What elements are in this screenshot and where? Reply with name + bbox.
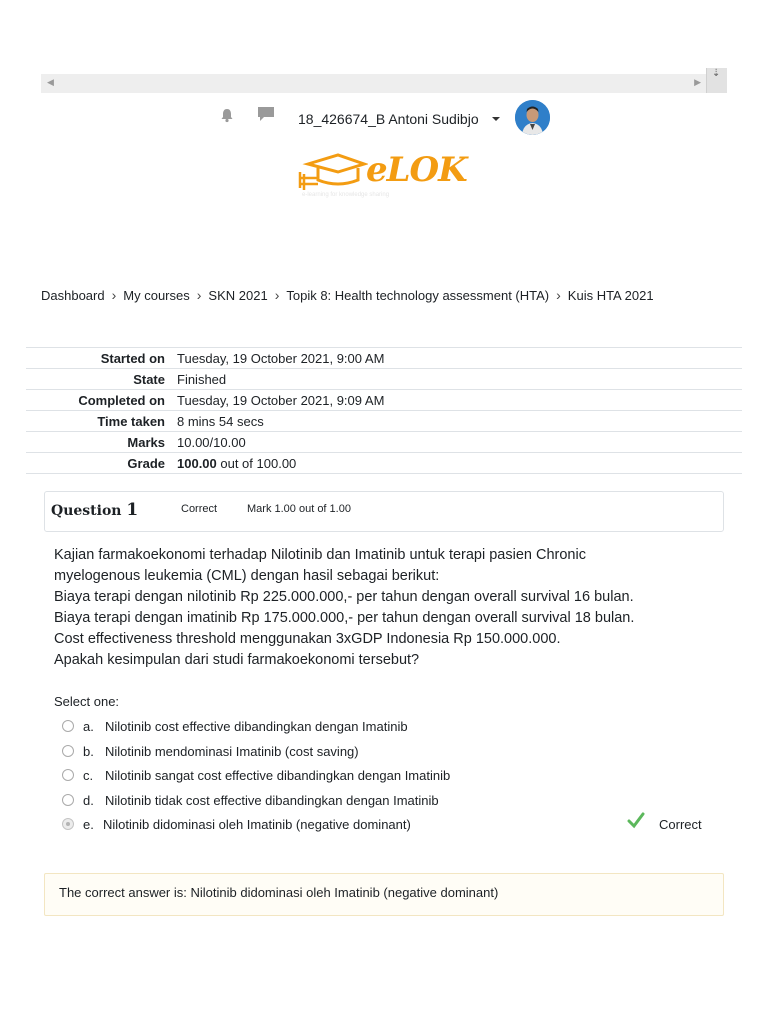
summary-label: State bbox=[26, 369, 177, 390]
feedback-text: The correct answer is: Nilotinib didominasi oleh Imatinib (negative dominant) bbox=[59, 885, 499, 900]
answer-option-c[interactable] bbox=[60, 765, 720, 790]
question-text-line: myelogenous leukemia (CML) dengan hasil sebagai berikut: bbox=[54, 568, 440, 584]
question-info bbox=[44, 491, 724, 532]
chevron-right-icon: › bbox=[196, 287, 202, 303]
answer-option-e[interactable] bbox=[60, 814, 720, 839]
attempt-summary-table bbox=[26, 347, 742, 474]
user-menu-name[interactable]: 18_426674_B Antoni Sudibjo bbox=[298, 111, 479, 127]
question-text-line: Biaya terapi dengan nilotinib Rp 225.000.000,- per tahun dengan overall survival 16 bulan. bbox=[54, 589, 634, 605]
question-state: Correct bbox=[181, 503, 218, 515]
radio-button-selected[interactable] bbox=[62, 818, 74, 830]
radio-button[interactable] bbox=[62, 720, 74, 732]
answer-status: Correct bbox=[659, 817, 702, 833]
option-text: Nilotinib didominasi oleh Imatinib (negative dominant) bbox=[103, 817, 411, 833]
question-text-line: Apakah kesimpulan dari studi farmakoekonomi tersebut? bbox=[54, 652, 420, 668]
select-one-label: Select one: bbox=[54, 694, 120, 709]
option-text: Nilotinib sangat cost effective dibandingkan dengan Imatinib bbox=[105, 768, 451, 784]
summary-label: Marks bbox=[26, 432, 177, 453]
summary-value bbox=[177, 453, 742, 474]
radio-button[interactable] bbox=[62, 745, 74, 757]
summary-row bbox=[26, 369, 742, 390]
correct-answer-feedback bbox=[44, 873, 724, 916]
avatar[interactable] bbox=[515, 100, 550, 135]
question-num: 1 bbox=[126, 500, 139, 520]
option-letter: a. bbox=[83, 719, 94, 734]
summary-value: Tuesday, 19 October 2021, 9:00 AM bbox=[177, 348, 742, 369]
summary-label: Completed on bbox=[26, 390, 177, 411]
breadcrumb-course[interactable]: SKN 2021 bbox=[208, 287, 268, 303]
option-letter: e. bbox=[83, 817, 94, 833]
question-text-line: Kajian farmakoekonomi terhadap Nilotinib dan Imatinib untuk terapi pasien Chronic bbox=[54, 547, 586, 563]
question-number bbox=[51, 500, 138, 520]
question-mark: Mark 1.00 out of 1.00 bbox=[247, 503, 351, 515]
summary-row bbox=[26, 411, 742, 432]
question-label: Question bbox=[51, 503, 122, 519]
logo-tagline: e-learning for knowledge sharing bbox=[302, 192, 390, 198]
summary-row bbox=[26, 348, 742, 369]
summary-label: Time taken bbox=[26, 411, 177, 432]
summary-value: 10.00/10.00 bbox=[177, 432, 742, 453]
logo-text: eLOK bbox=[366, 150, 467, 190]
graduation-cap-icon bbox=[298, 152, 368, 194]
scroll-right-icon[interactable]: ▶ bbox=[694, 77, 701, 87]
option-text: Nilotinib tidak cost effective dibandingkan dengan Imatinib bbox=[105, 792, 439, 808]
scroll-left-icon[interactable]: ◀ bbox=[47, 77, 54, 87]
chevron-right-icon: › bbox=[274, 287, 280, 303]
summary-row bbox=[26, 432, 742, 453]
summary-label: Grade bbox=[26, 453, 177, 474]
summary-value: Finished bbox=[177, 369, 742, 390]
chevron-right-icon: › bbox=[111, 287, 117, 303]
breadcrumb-dashboard[interactable]: Dashboard bbox=[41, 287, 105, 303]
breadcrumb bbox=[41, 287, 654, 303]
grade-value: 100.00 bbox=[177, 455, 217, 471]
option-letter: c. bbox=[83, 768, 94, 784]
summary-label: Started on bbox=[26, 348, 177, 369]
breadcrumb-my-courses[interactable]: My courses bbox=[123, 287, 190, 303]
summary-value: 8 mins 54 secs bbox=[177, 411, 742, 432]
chevron-right-icon: › bbox=[556, 287, 561, 303]
answer-options bbox=[60, 716, 720, 839]
chat-icon[interactable] bbox=[256, 105, 276, 128]
option-letter: d. bbox=[83, 792, 94, 808]
grade-max: out of 100.00 bbox=[216, 455, 297, 471]
elok-logo[interactable] bbox=[298, 150, 473, 205]
answer-option-b[interactable] bbox=[60, 741, 720, 766]
summary-value: Tuesday, 19 October 2021, 9:09 AM bbox=[177, 390, 742, 411]
option-text: Nilotinib cost effective dibandingkan dengan Imatinib bbox=[105, 719, 408, 734]
option-text: Nilotinib mendominasi Imatinib (cost saving) bbox=[105, 743, 359, 759]
radio-button[interactable] bbox=[62, 769, 74, 781]
scroll-down-icon[interactable]: ⇣ bbox=[712, 68, 721, 79]
check-icon bbox=[627, 812, 645, 833]
summary-row bbox=[26, 453, 742, 474]
question-text-line: Biaya terapi dengan imatinib Rp 175.000.000,- per tahun dengan overall survival 18 bulan. bbox=[54, 610, 635, 626]
horizontal-scrollbar[interactable] bbox=[41, 68, 727, 93]
answer-option-d[interactable] bbox=[60, 790, 720, 815]
breadcrumb-topic[interactable]: Topik 8: Health technology assessment (HTA) bbox=[286, 287, 550, 303]
radio-button[interactable] bbox=[62, 794, 74, 806]
question-text-line: Cost effectiveness threshold menggunakan 3xGDP Indonesia Rp 150.000.000. bbox=[54, 631, 561, 647]
question-text bbox=[54, 545, 714, 671]
summary-row bbox=[26, 390, 742, 411]
option-letter: b. bbox=[83, 743, 94, 759]
breadcrumb-quiz[interactable]: Kuis HTA 2021 bbox=[567, 287, 654, 303]
answer-option-a[interactable] bbox=[60, 716, 720, 741]
caret-down-icon[interactable] bbox=[492, 117, 500, 121]
bell-icon[interactable] bbox=[219, 107, 235, 128]
scroll-corner bbox=[706, 68, 727, 93]
